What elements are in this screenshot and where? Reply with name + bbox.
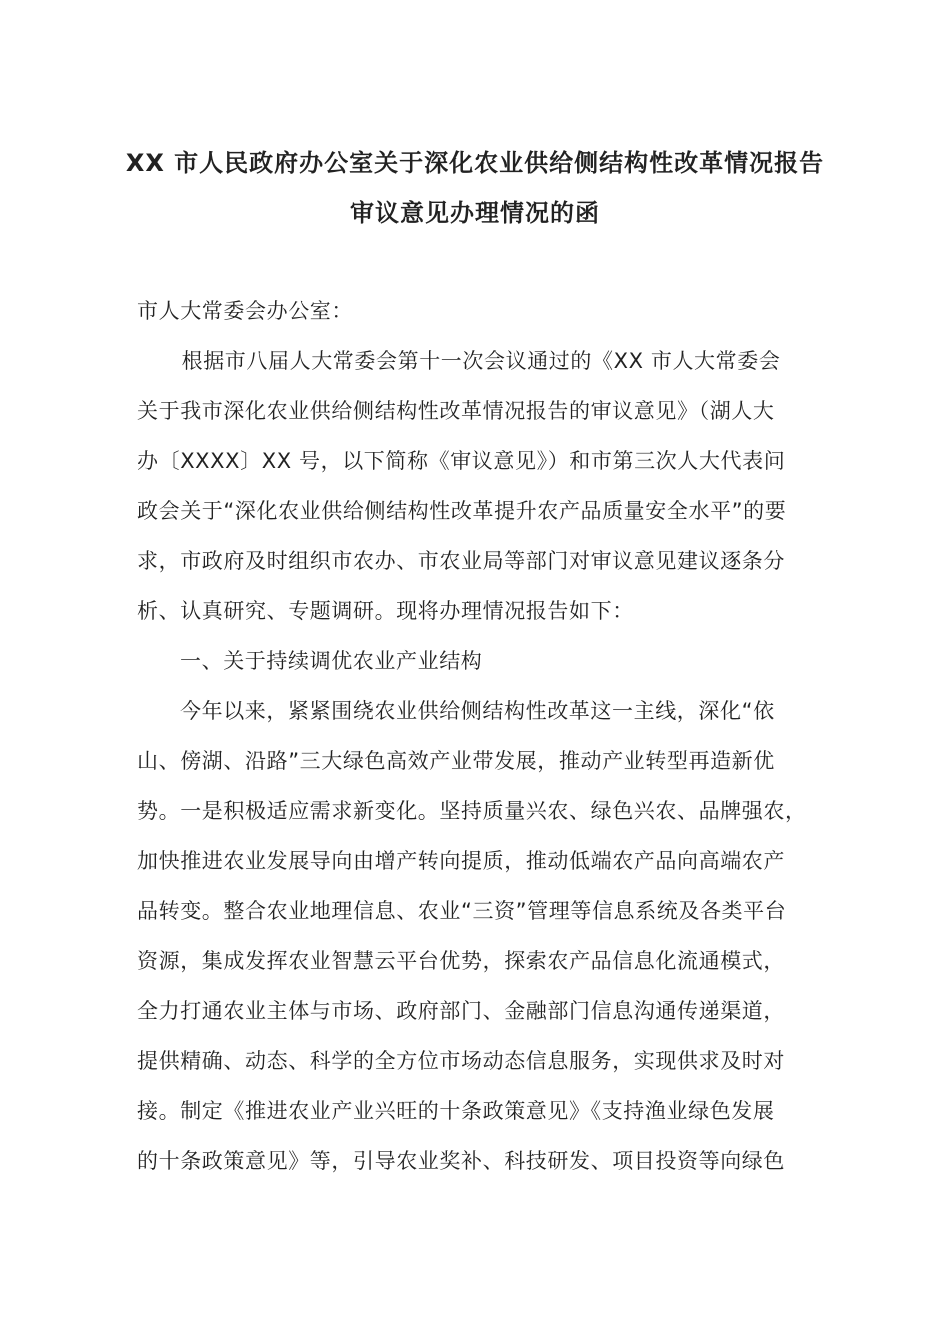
paragraph-line: 全力打通农业主体与市场、政府部门、金融部门信息沟通传递渠道， [137, 999, 785, 1023]
paragraph-line: 根据市八届人大常委会第十一次会议通过的《XX 市人大常委会 [160, 349, 781, 373]
paragraph-line: 的十条政策意见》等，引导农业奖补、科技研发、项目投资等向绿色 [137, 1149, 785, 1173]
salutation: 市人大常委会办公室： [137, 299, 353, 323]
document-title-line-1: XX 市人民政府办公室关于深化农业供给侧结构性改革情况报告 [125, 149, 825, 177]
paragraph-line: 资源，集成发挥农业智慧云平台优势，探索农产品信息化流通模式， [137, 949, 785, 973]
paragraph-line: 析、认真研究、专题调研。现将办理情况报告如下： [137, 599, 634, 623]
paragraph-line: 办〔XXXX〕XX 号，以下简称《审议意见》）和市第三次人大代表问 [137, 449, 786, 473]
section-heading: 一、关于持续调优农业产业结构 [180, 649, 483, 673]
paragraph-line: 势。一是积极适应需求新变化。坚持质量兴农、绿色兴农、品牌强农， [137, 799, 807, 823]
paragraph-line: 山、傍湖、沿路”三大绿色高效产业带发展，推动产业转型再造新优 [137, 749, 775, 773]
paragraph-line: 品转变。整合农业地理信息、农业“三资”管理等信息系统及各类平台 [137, 899, 787, 923]
document-title-line-2: 审议意见办理情况的函 [350, 199, 600, 227]
paragraph-line: 接。制定《推进农业产业兴旺的十条政策意见》《支持渔业绿色发展 [137, 1099, 775, 1123]
paragraph-line: 关于我市深化农业供给侧结构性改革情况报告的审议意见》（湖人大 [137, 399, 775, 423]
paragraph-line: 今年以来，紧紧围绕农业供给侧结构性改革这一主线，深化“依 [180, 699, 775, 723]
paragraph-line: 提供精确、动态、科学的全方位市场动态信息服务，实现供求及时对 [137, 1049, 785, 1073]
paragraph-line: 求，市政府及时组织市农办、市农业局等部门对审议意见建议逐条分 [137, 549, 785, 573]
paragraph-line: 加快推进农业发展导向由增产转向提质，推动低端农产品向高端农产 [137, 849, 785, 873]
paragraph-line: 政会关于“深化农业供给侧结构性改革提升农产品质量安全水平”的要 [137, 499, 787, 523]
